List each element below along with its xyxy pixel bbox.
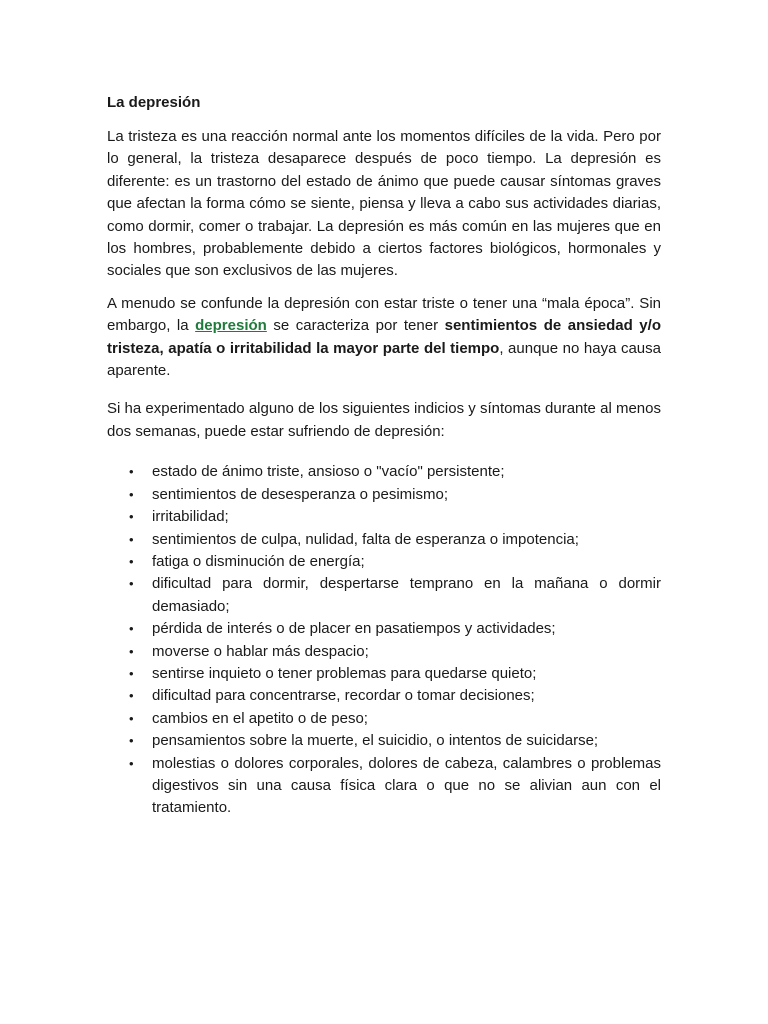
list-item-text: sentimientos de desesperanza o pesimismo; bbox=[152, 485, 448, 503]
list-item bbox=[107, 573, 661, 618]
bullet-icon: • bbox=[129, 486, 134, 502]
list-item bbox=[107, 685, 661, 707]
depresion-link[interactable]: depresión bbox=[195, 317, 267, 335]
list-item-text: irritabilidad; bbox=[152, 508, 229, 526]
list-item-text: fatiga o disminución de energía; bbox=[152, 552, 365, 570]
bullet-icon: • bbox=[129, 733, 134, 749]
bullet-icon: • bbox=[129, 710, 134, 726]
list-item-text: cambios en el apetito o de peso; bbox=[152, 709, 368, 727]
bullet-icon: • bbox=[129, 553, 134, 569]
list-item bbox=[107, 730, 661, 752]
paragraph-definition-bold: sentimientos de ansiedad y/o tristeza, apatía o irritabilidad la mayor parte del tiempo bbox=[107, 317, 661, 357]
list-item-text: sentirse inquieto o tener problemas para quedarse quieto; bbox=[152, 664, 537, 682]
list-item bbox=[107, 461, 661, 483]
bullet-icon: • bbox=[129, 531, 134, 547]
list-item bbox=[107, 484, 661, 506]
bullet-icon: • bbox=[129, 755, 134, 771]
list-item-text: estado de ánimo triste, ansioso o "vacío" persistente; bbox=[152, 463, 505, 481]
document-title: La depresión bbox=[107, 94, 201, 111]
list-item bbox=[107, 529, 661, 551]
bullet-icon: • bbox=[129, 665, 134, 681]
list-item bbox=[107, 708, 661, 730]
list-item bbox=[107, 753, 661, 820]
paragraph-definition-text-2: se caracteriza por tener bbox=[266, 317, 445, 335]
list-item-text: sentimientos de culpa, nulidad, falta de esperanza o impotencia; bbox=[152, 530, 579, 548]
list-item bbox=[107, 663, 661, 685]
bullet-icon: • bbox=[129, 509, 134, 525]
list-item-text: pérdida de interés o de placer en pasatiempos y actividades; bbox=[152, 620, 556, 638]
bullet-icon: • bbox=[129, 688, 134, 704]
bullet-icon: • bbox=[129, 643, 134, 659]
paragraph-definition-text: A menudo se confunde la depresión con estar triste o tener una “mala época”. Sin embargo, la bbox=[107, 294, 661, 335]
bullet-icon: • bbox=[129, 464, 134, 480]
list-item bbox=[107, 506, 661, 528]
list-item bbox=[107, 618, 661, 640]
list-item-text: pensamientos sobre la muerte, el suicidio, o intentos de suicidarse; bbox=[152, 732, 599, 750]
paragraph-intro: La tristeza es una reacción normal ante los momentos difíciles de la vida. Pero por lo general, la tristeza desaparece después de poco tiempo. La depresión es diferente: es un trastorno del estado de ánimo que puede causar síntomas graves que afectan la forma cómo se siente, piensa y lleva a cabo sus actividades diarias, como dormir, comer o trabajar. La depresión es más común en las mujeres que en los hombres, probablemente debido a ciertos factores biológicos, hormonales y sociales que son exclusivos de las mujeres. bbox=[107, 128, 661, 280]
list-item bbox=[107, 551, 661, 573]
symptom-list bbox=[107, 461, 661, 820]
paragraph-definition-end: , aunque no haya causa aparente. bbox=[107, 339, 661, 380]
bullet-icon: • bbox=[129, 621, 134, 637]
list-item-text: dificultad para dormir, despertarse temprano en la mañana o dormir demasiado; bbox=[152, 575, 661, 615]
list-item-text: dificultad para concentrarse, recordar o tomar decisiones; bbox=[152, 687, 535, 705]
paragraph-definition bbox=[107, 293, 661, 383]
list-item-text: moverse o hablar más despacio; bbox=[152, 642, 369, 660]
list-item bbox=[107, 641, 661, 663]
bullet-icon: • bbox=[129, 576, 134, 592]
list-item-text: molestias o dolores corporales, dolores de cabeza, calambres o problemas digestivos sin una causa física clara o que no se alivian aun con el tratamiento. bbox=[152, 754, 661, 817]
paragraph-symptoms-intro: Si ha experimentado alguno de los siguientes indicios y síntomas durante al menos dos semanas, puede estar sufriendo de depresión: bbox=[107, 400, 661, 440]
